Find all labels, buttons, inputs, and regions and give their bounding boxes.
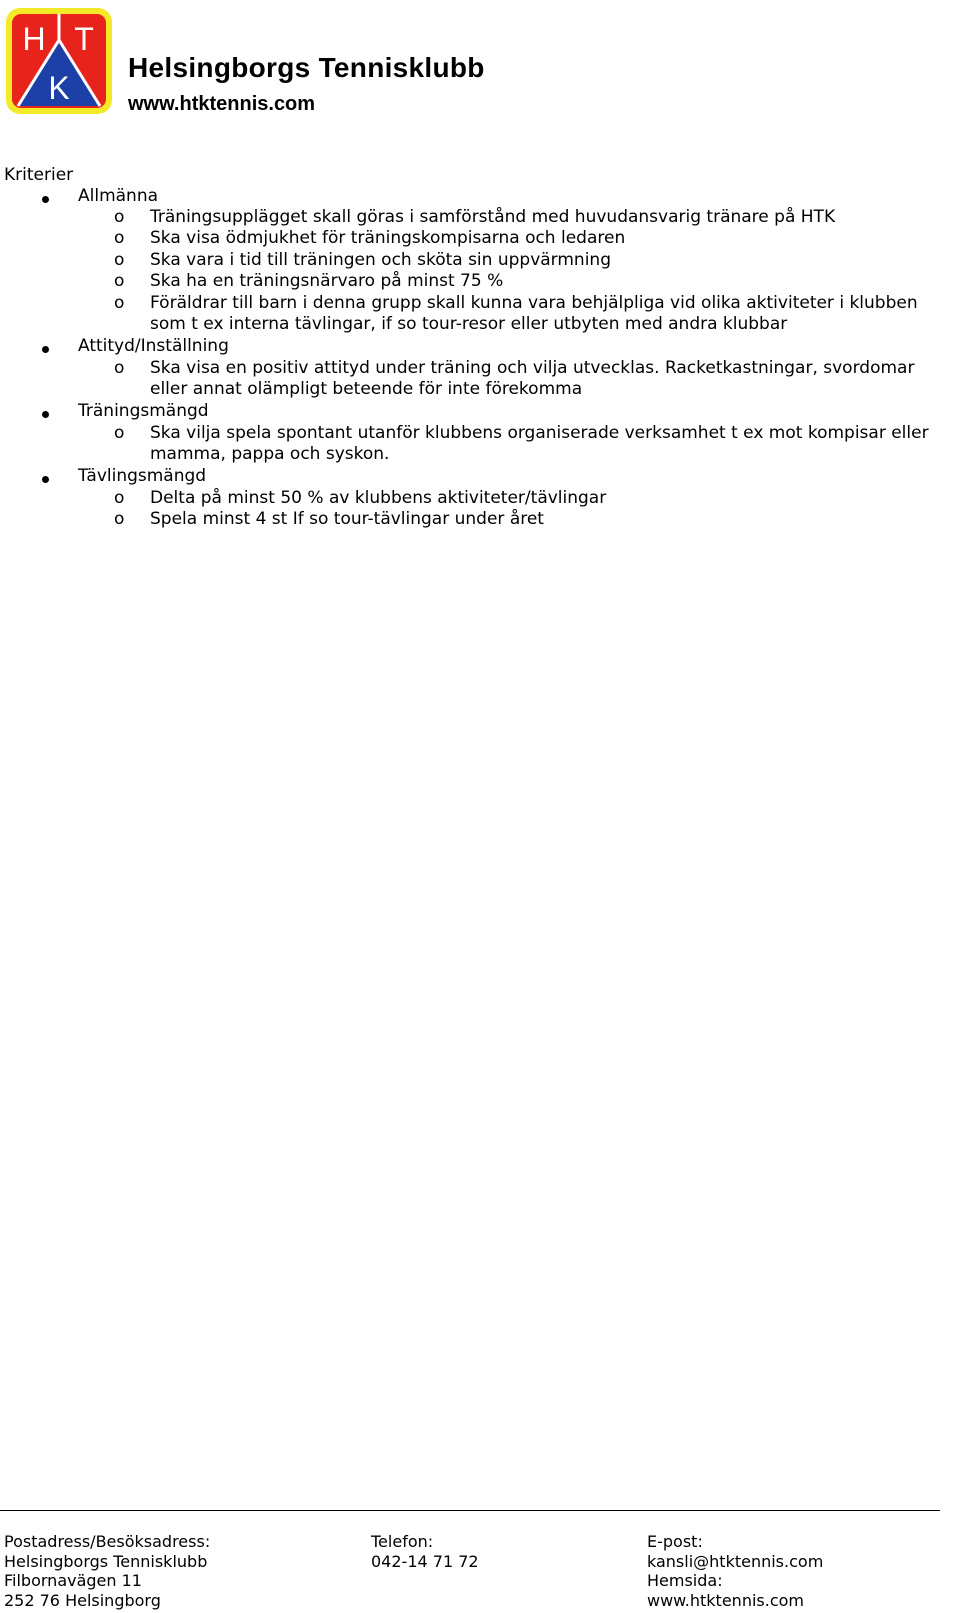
list-item: Spela minst 4 st If so tour-tävlingar under året xyxy=(150,509,544,529)
footer-address-label: Postadress/Besöksadress: xyxy=(4,1532,211,1551)
circle-bullet-icon: o xyxy=(114,358,125,378)
footer-email-link[interactable]: kansli@htktennis.com xyxy=(647,1551,824,1571)
footer-website-link[interactable]: www.htktennis.com xyxy=(647,1590,804,1610)
circle-bullet-icon: o xyxy=(114,271,125,291)
htk-logo xyxy=(4,6,114,116)
circle-bullet-icon: o xyxy=(114,207,125,227)
section-title-attityd: Attityd/Inställning xyxy=(78,336,229,356)
list-item: Ska vara i tid till träningen och sköta sin uppvärmning xyxy=(150,250,611,270)
footer-address-line: 252 76 Helsingborg xyxy=(4,1590,161,1610)
club-website-link[interactable]: www.htktennis.com xyxy=(128,93,316,115)
bullet-icon xyxy=(42,346,49,353)
circle-bullet-icon: o xyxy=(114,509,125,529)
logo-letter-t: T xyxy=(74,21,94,57)
bullet-icon xyxy=(42,196,49,203)
footer-address-line: Helsingborgs Tennisklubb xyxy=(4,1551,208,1571)
list-item: Ska visa ödmjukhet för träningskompisarna och ledaren xyxy=(150,228,626,248)
footer-address xyxy=(4,1532,210,1610)
section-title-tavlingsmangd: Tävlingsmängd xyxy=(78,466,207,486)
list-item: Ska ha en träningsnärvaro på minst 75 % xyxy=(150,271,504,291)
footer-phone-label: Telefon: xyxy=(371,1532,434,1551)
list-item: Träningsupplägget skall göras i samförstånd med huvudansvarig tränare på HTK xyxy=(150,207,836,227)
footer-phone-number[interactable]: 042-14 71 72 xyxy=(371,1551,479,1571)
footer-website-label: Hemsida: xyxy=(647,1571,723,1590)
footer-contact xyxy=(647,1532,823,1610)
logo-letter-k: K xyxy=(48,70,70,106)
logo-letter-h: H xyxy=(22,21,46,57)
footer-phone xyxy=(371,1532,479,1571)
list-item: Ska visa en positiv attityd under träning och vilja utvecklas. Racketkastningar, svordomar xyxy=(150,358,915,378)
section-title-allmanna: Allmänna xyxy=(78,186,159,206)
bullet-icon xyxy=(42,476,49,483)
list-item: Delta på minst 50 % av klubbens aktiviteter/tävlingar xyxy=(150,488,607,508)
footer-divider xyxy=(0,1510,940,1511)
footer-address-line: Filbornavägen 11 xyxy=(4,1571,142,1590)
circle-bullet-icon: o xyxy=(114,250,125,270)
bullet-icon xyxy=(42,411,49,418)
list-item: Föräldrar till barn i denna grupp skall kunna vara behjälpliga vid olika aktiviteter i klubben xyxy=(150,293,918,313)
list-item: Ska vilja spela spontant utanför klubbens organiserade verksamhet t ex mot kompisar eller xyxy=(150,423,929,443)
club-name: Helsingborgs Tennisklubb xyxy=(128,52,485,83)
list-item-continued: som t ex interna tävlingar, if so tour-resor eller utbyten med andra klubbar xyxy=(150,314,788,334)
list-item-continued: eller annat olämpligt beteende för inte förekomma xyxy=(150,379,583,399)
footer-email-label: E-post: xyxy=(647,1532,703,1551)
section-title-traningsmangd: Träningsmängd xyxy=(78,401,209,421)
circle-bullet-icon: o xyxy=(114,228,125,248)
circle-bullet-icon: o xyxy=(114,488,125,508)
page-heading: Kriterier xyxy=(4,165,74,185)
circle-bullet-icon: o xyxy=(114,423,125,443)
circle-bullet-icon: o xyxy=(114,293,125,313)
list-item-continued: mamma, pappa och syskon. xyxy=(150,444,390,464)
